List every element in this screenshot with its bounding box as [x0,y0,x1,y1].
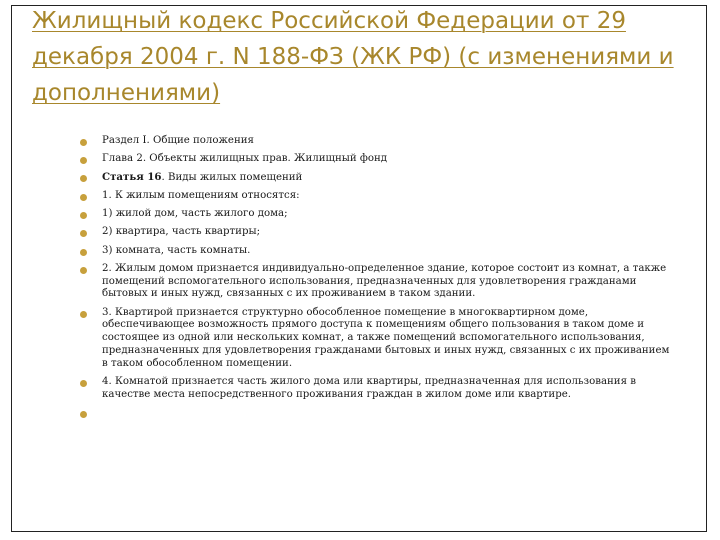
bullet-icon [80,139,87,146]
bullet-icon [80,194,87,201]
list-item-subclause-2 [78,226,678,239]
bullet-icon [80,175,87,182]
article-number: Статья 16 [102,171,162,184]
list-item-text: 4. Комнатой признается часть жилого дома или квартиры, предназначенная для использования в качестве места непосредственного проживания граждан в жилом доме или квартире. [102,376,636,401]
list-item-text: 1) жилой дом, часть жилого дома; [102,208,288,220]
list-item-text: 3. Квартирой признается структурно обособленное помещение в многоквартирном доме, обеспечивающее возможность прямого доступа к помещениям общего пользования в таком доме и состоящее из одной или нескольких комнат, а также помещений вспомогательного использования, предназначенных для удовлетворения гражданами бытовых и иных нужд, связанных с их проживанием в таком обособленном помещении. [102,306,670,370]
list-item-article [78,171,678,185]
list-item-clause-4 [78,376,678,402]
bullet-icon [80,230,87,237]
list-item-text: . Виды жилых помещений [161,172,303,184]
list-item-text: Раздел I. Общие положения [102,135,254,146]
list-item-text: 1. К жилым помещениям относятся: [102,190,300,202]
list-item-empty [78,407,678,419]
content-list [78,135,678,424]
bullet-icon [80,267,87,274]
bullet-icon [80,157,87,164]
bullet-icon [80,249,87,256]
bullet-icon [80,411,87,418]
bullet-icon [80,380,87,387]
list-item-chapter [78,153,678,166]
list-item-text: 2. Жилым домом признается индивидуально-определенное здание, которое состоит из комнат, а также помещений вспомогательного использования, предназначенных для удовлетворения гражданами бытовых и иных нужд, связанных с их проживанием в таком здании. [102,262,667,300]
list-item-subclause-1 [78,208,678,221]
bullet-icon [80,311,87,318]
list-item-clause-3 [78,307,678,372]
list-item-text: Глава 2. Объекты жилищных прав. Жилищный фонд [102,153,388,165]
list-item-clause-1 [78,190,678,203]
list-item-text: 3) комната, часть комнаты. [102,244,251,256]
bullet-icon [80,212,87,219]
list-item-text: 2) квартира, часть квартиры; [102,226,261,238]
list-item-section [78,135,678,148]
list-item-subclause-3 [78,245,678,258]
list-item-clause-2 [78,263,678,302]
slide-title: Жилищный кодекс Российской Федерации от 29 декабря 2004 г. N 188-ФЗ (ЖК РФ) (с изменениями и дополнениями) [32,8,674,106]
